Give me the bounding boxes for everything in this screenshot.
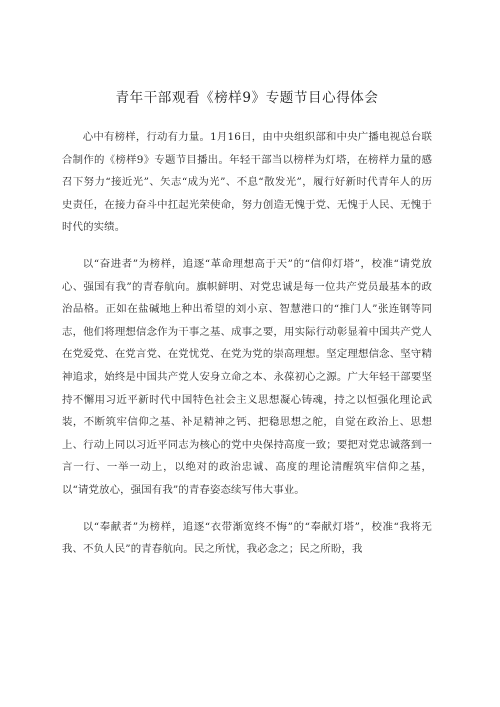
document-title: 青年干部观看《榜样9》专题节目心得体会 xyxy=(115,90,379,106)
paragraph-3: 以“奉献者”为榜样，追逐“衣带渐宽终不悔”的“奉献灯塔”，校准“我将无我、不负人民”的青春航向。民之所忧，我必念之；民之所盼，我 xyxy=(62,520,432,556)
paragraph-1: 心中有榜样，行动有力量。1月16日，由中央组织部和中央广播电视总台联合制作的《榜样9》专题节目播出。年轻干部当以榜样为灯塔，在榜样力量的感召下努力“接近光”、矢志“成为光”、不息“散发光”，履行好新时代青年人的历史责任，在接力奋斗中扛起光荣使命，努力创造无愧于党、无愧于人民、无愧于时代的实绩。 xyxy=(62,131,432,234)
paragraph-2: 以“奋进者”为榜样，追逐“革命理想高于天”的“信仰灯塔”，校准“请党放心、强国有我”的青春航向。旗帜鲜明、对党忠诚是每一位共产党员最基本的政治品格。正如在盐碱地上种出希望的刘小京、智慧港口的“推门人”张连钢等同志，他们将理想信念作为干事之基、成事之要，用实际行动彰显着中国共产党人在党爱党、在党言党、在党忧党、在党为党的崇高理想。坚定理想信念、坚守精神追求，始终是中国共产党人安身立命之本、永葆初心之源。广大年轻干部要坚持不懈用习近平新时代中国特色社会主义思想凝心铸魂，持之以恒强化理论武装，不断筑牢信仰之基、补足精神之钙、把稳思想之舵，自觉在政治上、思想上、行动上同以习近平同志为核心的党中央保持高度一致；要把对党忠诚落到一言一行、一举一动上，以绝对的政治忠诚、高度的理论清醒筑牢信仰之基，以“请党放心，强国有我”的青春姿态续写伟大事业。 xyxy=(62,257,432,496)
